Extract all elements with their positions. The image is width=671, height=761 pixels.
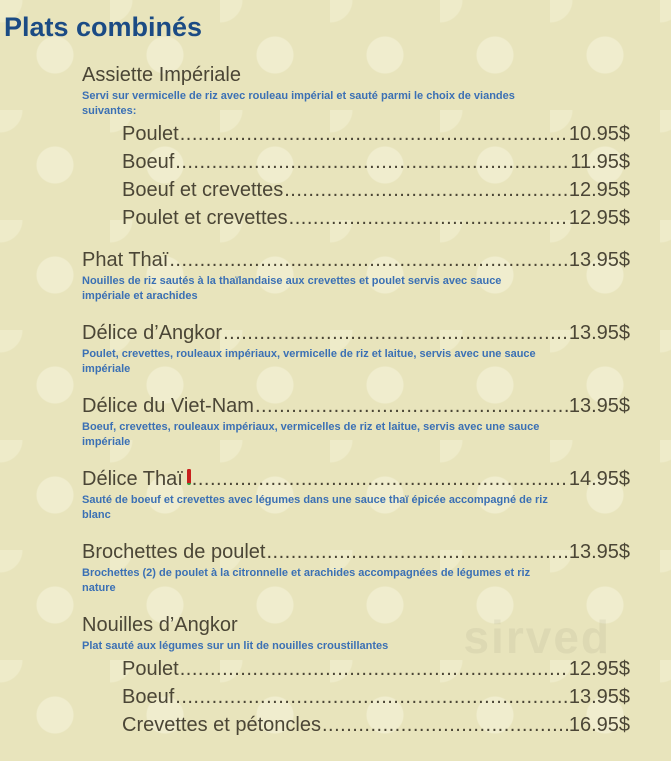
dot-leader (284, 176, 568, 204)
item-name: Délice Thaï (82, 468, 183, 490)
option-row (82, 176, 630, 204)
item-price: 14.95$ (568, 468, 630, 490)
item-description: Plat sauté aux légumes sur un lit de nouilles croustillantes (82, 640, 389, 652)
option-row (82, 655, 630, 683)
menu-item-nouilles-angkor (82, 612, 630, 739)
item-name: Phat Thaï (82, 249, 169, 271)
option-name: Poulet et crevettes (122, 207, 288, 229)
dot-leader (192, 466, 568, 492)
menu-item-assiette-imperiale (82, 62, 630, 232)
chili-pepper-icon (187, 469, 191, 485)
item-name: Délice du Viet-Nam (82, 395, 254, 417)
item-row (82, 393, 630, 419)
item-price: 13.95$ (568, 541, 630, 563)
item-row (82, 320, 630, 346)
option-name: Poulet (122, 123, 179, 145)
dot-leader (223, 320, 568, 346)
dot-leader (289, 204, 568, 232)
menu-item-phat-thai (82, 247, 630, 305)
watermark: sirved (463, 611, 611, 663)
menu-item-delice-angkor (82, 320, 630, 378)
option-name: Boeuf (122, 151, 175, 173)
option-name: Poulet (122, 658, 179, 680)
section-title: Plats combinés (4, 12, 203, 42)
option-name: Crevettes et pétoncles (122, 714, 321, 736)
option-price: 12.95$ (568, 658, 630, 680)
menu-item-brochettes-poulet (82, 539, 630, 597)
dot-leader (322, 711, 568, 739)
menu-item-delice-viet-nam (82, 393, 630, 451)
option-row (82, 711, 630, 739)
option-price: 16.95$ (568, 714, 630, 736)
menu-item-delice-thai (82, 466, 630, 524)
item-description: Servi sur vermicelle de riz avec rouleau impérial et sauté parmi le choix de viandes suivantes: (82, 90, 515, 117)
item-description: Nouilles de riz sautés à la thaïlandaise aux crevettes et poulet servis avec sauce impériale et arachides (82, 275, 502, 302)
dot-leader (180, 120, 568, 148)
option-row (82, 683, 630, 711)
option-row (82, 120, 630, 148)
item-name: Assiette Impériale (82, 64, 241, 86)
item-row (82, 466, 630, 492)
item-name: Délice d’Angkor (82, 322, 223, 344)
item-description: Boeuf, crevettes, rouleaux impériaux, vermicelles de riz et laitue, servis avec une sauce impériale (82, 421, 540, 448)
item-row (82, 539, 630, 565)
item-description: Poulet, crevettes, rouleaux impériaux, vermicelle de riz et laitue, servis avec une sauce impériale (82, 348, 536, 375)
option-row (82, 148, 630, 176)
dot-leader (180, 655, 568, 683)
option-row (82, 204, 630, 232)
option-price: 12.95$ (568, 207, 630, 229)
item-price: 13.95$ (568, 249, 630, 271)
item-name: Nouilles d’Angkor (82, 614, 238, 636)
option-price: 12.95$ (568, 179, 630, 201)
option-price: 10.95$ (568, 123, 630, 145)
item-price: 13.95$ (568, 322, 630, 344)
item-row (82, 247, 630, 273)
dot-leader (255, 393, 568, 419)
item-price: 13.95$ (568, 395, 630, 417)
option-price: 13.95$ (568, 686, 630, 708)
menu-list (82, 62, 630, 739)
item-description: Sauté de boeuf et crevettes avec légumes dans une sauce thaï épicée accompagné de riz blanc (82, 494, 548, 521)
dot-leader (175, 683, 568, 711)
dot-leader (266, 539, 567, 565)
item-description: Brochettes (2) de poulet à la citronnelle et arachides accompagnées de légumes et riz nature (82, 567, 531, 594)
item-name: Brochettes de poulet (82, 541, 266, 563)
dot-leader (169, 247, 567, 273)
option-name: Boeuf et crevettes (122, 179, 284, 201)
option-name: Boeuf (122, 686, 175, 708)
option-price: 11.95$ (570, 151, 630, 173)
dot-leader (175, 148, 569, 176)
